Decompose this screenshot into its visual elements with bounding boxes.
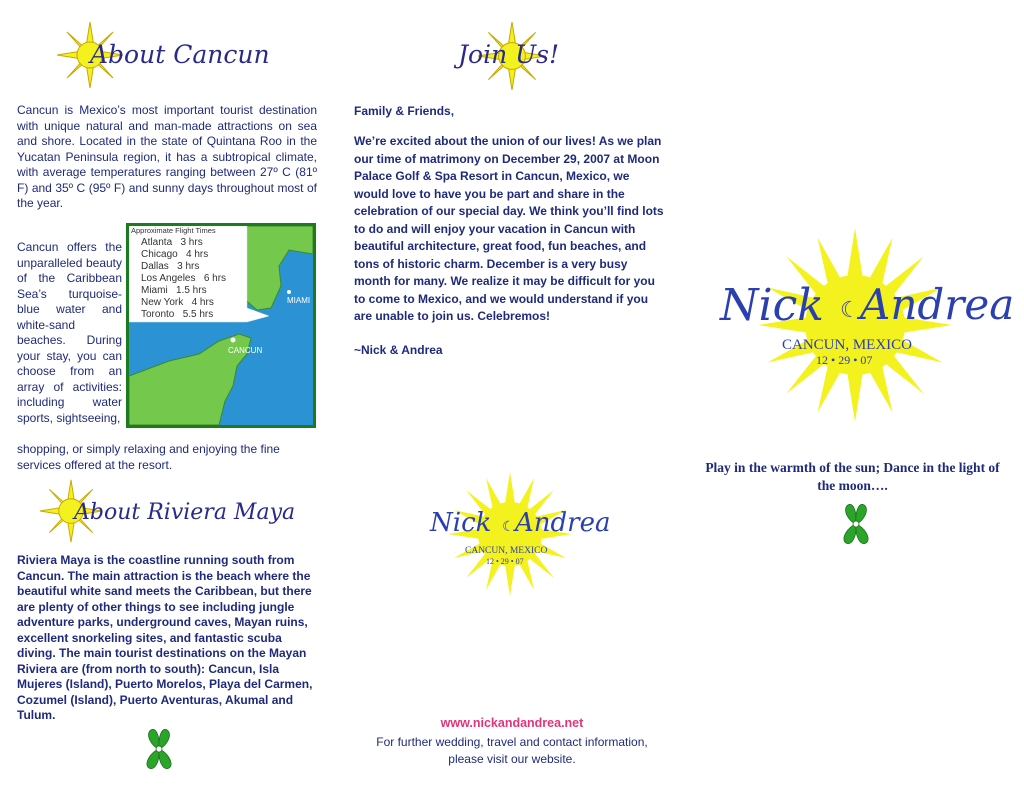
logo-name-left: Nick xyxy=(720,280,824,331)
wedding-logo-small xyxy=(420,470,611,598)
about-cancun-header xyxy=(55,20,285,90)
website-link[interactable]: www.nickandandrea.net xyxy=(440,716,584,730)
logo-moon-icon: ☾ xyxy=(840,297,860,322)
logo-date: 12 • 29 • 07 xyxy=(816,353,873,367)
logo-moon-icon: ☾ xyxy=(502,518,515,534)
logo-location: CANCUN, MEXICO xyxy=(465,546,548,556)
logo-date: 12 • 29 • 07 xyxy=(486,557,524,566)
about-riviera-body: Riviera Maya is the coastline running south from Cancun. The main attraction is the beach where the beautiful white sand meets the Caribbean, but there are plenty of other things to see including jungle adventure parks, underground caves, Mayan ruins, excellent snorkeling sites, and fantastic scuba diving. The main tourist destinations on the Mayan Riviera are (from north to south): Cancun, Isla Mujeres (Island), Puerto Morelos, Playa del Carmen, Cozumel (Island), Puerto Aventuras, Akumal and Tulum. xyxy=(17,553,313,722)
join-us-header xyxy=(458,20,578,92)
about-cancun-heading: About Cancun xyxy=(90,40,270,69)
logo-name-right: Andrea xyxy=(860,280,1015,329)
flight-time-map xyxy=(126,223,316,428)
join-us-signature: ~Nick & Andrea xyxy=(354,343,443,357)
wedding-logo-large xyxy=(720,225,1015,425)
map-label-cancun: CANCUN xyxy=(228,346,263,355)
flight-time-row: Atlanta 3 hrs xyxy=(141,237,203,248)
about-cancun-body-beside-map: Cancun offers the unparalleled beauty of the Caribbean Sea’s turquoise-blue water and white-sand beaches. During your stay, you can choose from an array of activities: including water sports, sightseeing, xyxy=(17,240,122,425)
join-us-heading: Join Us! xyxy=(458,40,560,69)
about-riviera-header xyxy=(38,478,298,548)
clover-icon xyxy=(137,726,181,772)
flight-times-list xyxy=(141,237,226,321)
logo-name-left: Nick xyxy=(430,508,492,538)
about-riviera-heading: About Riviera Maya xyxy=(74,500,296,525)
join-us-body: We’re excited about the union of our lives! As we plan our time of matrimony on December 29, 2007 at Moon Palace Golf & Spa Resort in Cancun, Mexico, we would love to have you be part and share in the celebration of our special day. We think you’ll find lots to do and will enjoy your vacation in Cancun with beautiful architecture, great food, fun beaches, and tons of historic charm. December is a very busy month for many. We realize it may be difficult for you to come to Mexico, and we would understand if you are unable to join us. Celebremos! xyxy=(354,134,664,323)
clover-icon xyxy=(834,501,878,547)
logo-location: CANCUN, MEXICO xyxy=(782,337,913,353)
about-cancun-intro: Cancun is Mexico’s most important tourist destination with unique natural and man-made attractions on sea and shore. Located in the state of Quintana Roo in the Yucatan Peninsula region, it has a subtropical climate, with average temperatures ranging between 27º C (81º F) and 35º C (95º F) and sunny days throughout most of the year. xyxy=(17,103,317,210)
flight-time-row: Chicago 4 hrs xyxy=(141,249,209,260)
flight-time-row: New York 4 hrs xyxy=(141,297,214,308)
logo-name-right: Andrea xyxy=(515,508,611,538)
flight-time-row: Dallas 3 hrs xyxy=(141,261,200,272)
footer-info-line1: For further wedding, travel and contact information, xyxy=(376,735,648,749)
about-cancun-body-below-map: shopping, or simply relaxing and enjoying the fine services offered at the resort. xyxy=(17,442,280,472)
flight-time-row: Toronto 5.5 hrs xyxy=(141,309,214,320)
map-label-miami: MIAMI xyxy=(287,296,311,305)
footer-info-line2: please visit our website. xyxy=(448,752,576,766)
cover-tagline: Play in the warmth of the sun; Dance in the light of the moon…. xyxy=(705,460,1000,493)
flight-time-row: Miami 1.5 hrs xyxy=(141,285,207,296)
flight-times-title: Approximate Flight Times xyxy=(131,226,216,235)
join-us-greeting: Family & Friends, xyxy=(354,104,455,118)
flight-time-row: Los Angeles 6 hrs xyxy=(141,273,227,284)
